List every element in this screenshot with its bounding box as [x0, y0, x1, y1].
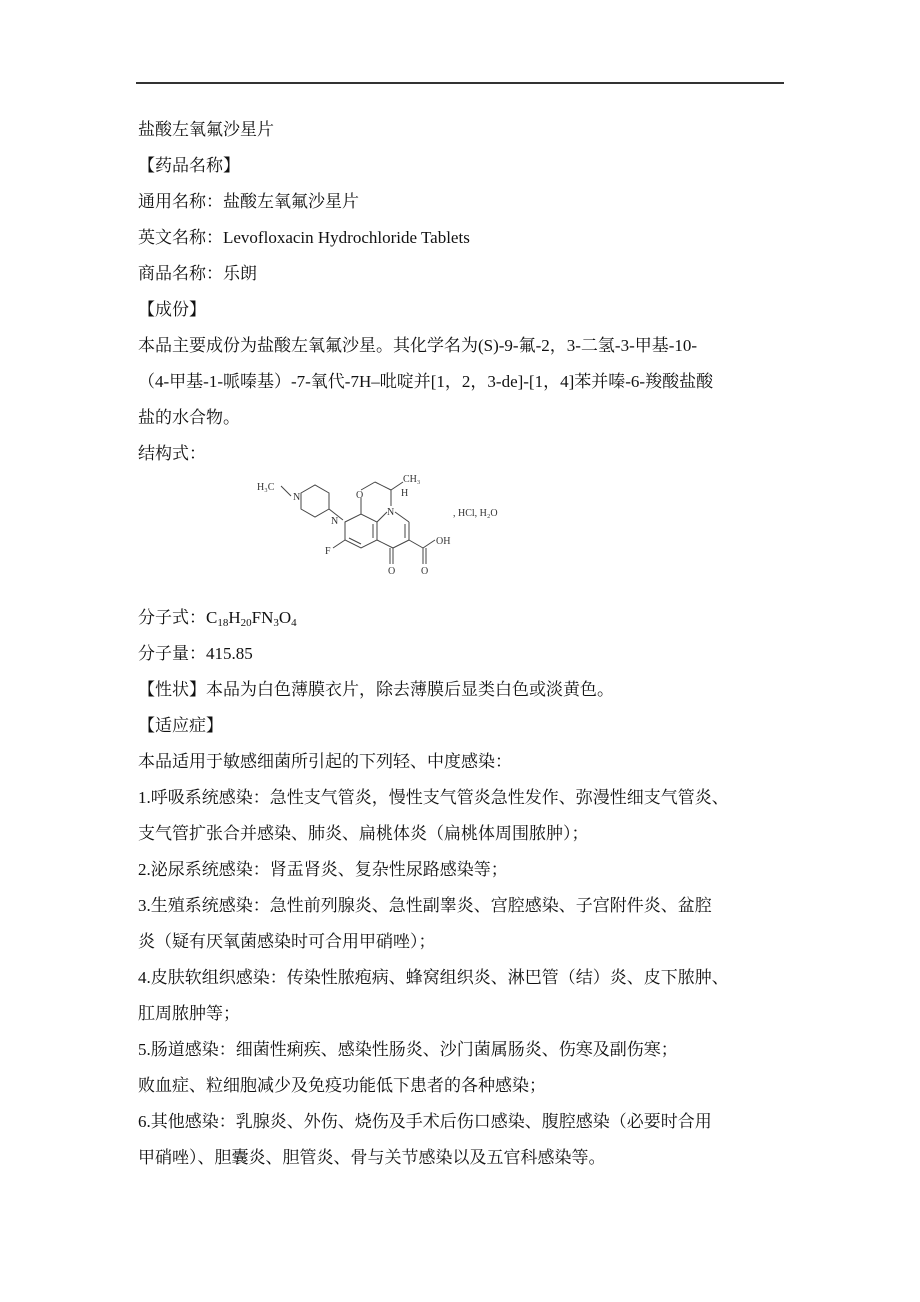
indications-line: 支气管扩张合并感染、肺炎、扁桃体炎（扁桃体周围脓肿）；: [138, 824, 589, 843]
indications-line: 败血症、粒细胞减少及免疫功能低下患者的各种感染；: [138, 1076, 546, 1095]
composition-line: 盐的水合物。: [138, 408, 240, 427]
svg-text:F: F: [325, 546, 331, 557]
composition-line: 本品主要成份为盐酸左氧氟沙星。其化学名为(S)-9-氟-2，3-二氢-3-甲基-10-: [138, 336, 698, 355]
indications-line: 肛周脓肿等；: [138, 1004, 240, 1023]
header-rule: [136, 82, 784, 84]
indications-line: 4.皮肤软组织感染：传染性脓疱病、蜂窝组织炎、淋巴管（结）炎、皮下脓肿、: [138, 968, 729, 987]
generic-name-label: 通用名称：: [138, 192, 223, 211]
description-line: [138, 672, 788, 708]
description-text: 本品为白色薄膜衣片，除去薄膜后显类白色或淡黄色。: [206, 680, 614, 699]
english-name-line: [138, 220, 788, 256]
svg-text:O: O: [421, 566, 429, 577]
levofloxacin-structure-diagram: [253, 468, 553, 588]
indications-line: 甲硝唑）、胆囊炎、胆管炎、骨与关节感染以及五官科感染等。: [138, 1148, 606, 1167]
molecular-formula-line: [138, 600, 788, 636]
molecular-weight-line: [138, 636, 788, 672]
svg-text:OH: OH: [436, 536, 451, 547]
section-heading-description: 【性状】: [138, 680, 206, 699]
molecular-formula-value: $C_{18}H_{20}FN_3O_4$: [206, 608, 297, 629]
structure-label: 结构式：: [138, 444, 206, 463]
svg-text:H: H: [401, 488, 409, 499]
generic-name-line: [138, 184, 788, 220]
indications-line: 2.泌尿系统感染：肾盂肾炎、复杂性尿路感染等；: [138, 860, 508, 879]
composition-line: （4-甲基-1-哌嗪基）-7-氧代-7H–吡啶并[1，2，3-de]-[1，4]苯并嗪-6-羧酸盐酸: [138, 372, 714, 391]
document-title: 盐酸左氧氟沙星片: [138, 120, 274, 139]
section-heading-drug-name: 【药品名称】: [138, 156, 240, 175]
svg-text:H₃C: H₃C: [257, 482, 275, 493]
svg-text:N: N: [293, 492, 301, 503]
trade-name-label: 商品名称：: [138, 264, 223, 283]
document-page: [138, 112, 788, 1176]
indications-line: 3.生殖系统感染：急性前列腺炎、急性副睾炎、宫腔感染、子宫附件炎、盆腔: [138, 896, 712, 915]
indications-line: 6.其他感染：乳腺炎、外伤、烧伤及手术后伤口感染、腹腔感染（必要时合用: [138, 1112, 712, 1131]
molecular-formula-label: 分子式：: [138, 608, 206, 627]
svg-text:, HCl, H₂O: , HCl, H₂O: [453, 508, 498, 519]
chemical-structure-figure: [138, 472, 788, 600]
english-name-label: 英文名称：: [138, 228, 223, 247]
english-name-value: Levofloxacin Hydrochloride Tablets: [223, 228, 470, 247]
molecular-weight-value: 415.85: [206, 644, 253, 663]
svg-text:O: O: [356, 490, 364, 501]
svg-text:N: N: [331, 516, 339, 527]
section-heading-indications: 【适应症】: [138, 716, 223, 735]
svg-text:N: N: [387, 507, 395, 518]
section-heading-composition: 【成份】: [138, 300, 206, 319]
indications-line: 1.呼吸系统感染：急性支气管炎，慢性支气管炎急性发作、弥漫性细支气管炎、: [138, 788, 729, 807]
trade-name-value: 乐朗: [223, 264, 257, 283]
trade-name-line: [138, 256, 788, 292]
indications-line: 5.肠道感染：细菌性痢疾、感染性肠炎、沙门菌属肠炎、伤寒及副伤寒；: [138, 1040, 678, 1059]
generic-name-value: 盐酸左氧氟沙星片: [223, 192, 359, 211]
svg-text:CH₃: CH₃: [403, 474, 421, 485]
indications-line: 本品适用于敏感细菌所引起的下列轻、中度感染：: [138, 752, 512, 771]
indications-line: 炎（疑有厌氧菌感染时可合用甲硝唑）；: [138, 932, 436, 951]
svg-text:O: O: [388, 566, 396, 577]
molecular-weight-label: 分子量：: [138, 644, 206, 663]
